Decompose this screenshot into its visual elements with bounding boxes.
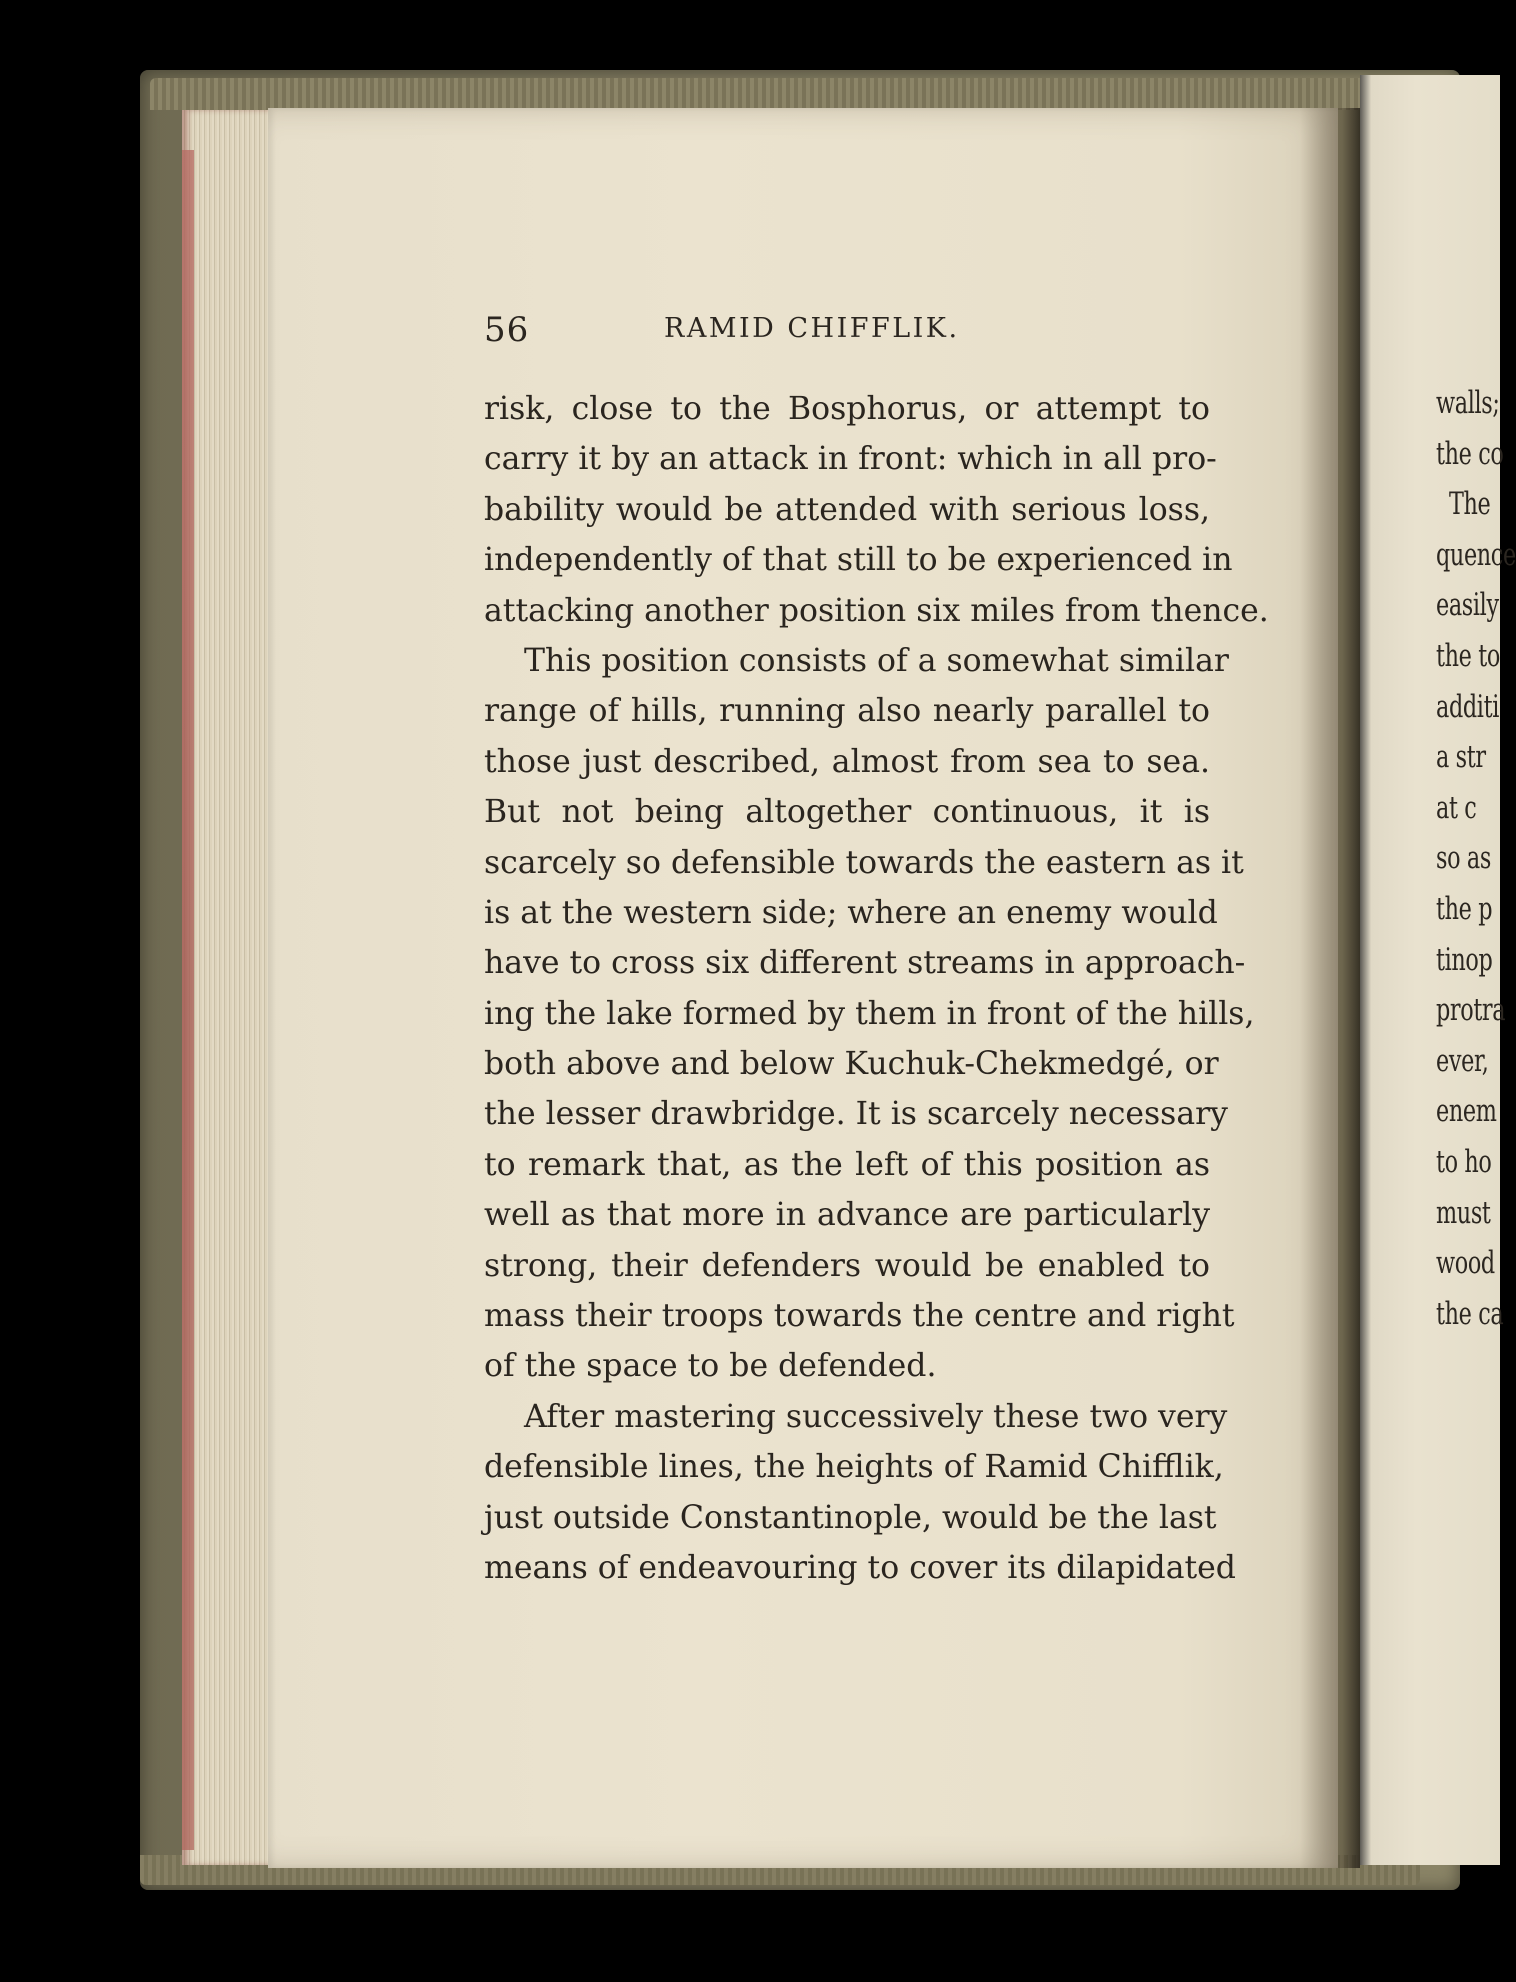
text-line: After mastering successively these two very [524, 1398, 1228, 1435]
gutter-shadow [1300, 108, 1360, 1868]
text-line: just outside Constantinople, would be the last [484, 1499, 1217, 1536]
facing-page-text [1436, 378, 1516, 1339]
facing-line: tinop [1436, 941, 1493, 978]
text-line: mass their troops towards the centre and right [484, 1298, 1235, 1335]
body-text [484, 384, 1269, 1593]
page-block-edge [182, 110, 278, 1865]
facing-line: protra [1436, 992, 1506, 1029]
text-line: defensible lines, the heights of Ramid Chifflik, [484, 1449, 1224, 1486]
facing-line: ever, [1436, 1042, 1489, 1079]
text-line: carry it by an attack in front: which in all pro- [484, 441, 1217, 478]
text-line: ing the lake formed by them in front of the hills, [484, 995, 1255, 1032]
facing-line: the p [1436, 890, 1493, 927]
facing-line: easily [1436, 587, 1499, 624]
facing-line: additi [1436, 688, 1499, 725]
page-edge-red-tint [182, 150, 194, 1850]
facing-line: must [1436, 1194, 1491, 1231]
facing-line: the ca [1436, 1295, 1504, 1332]
text-line: range of hills, running also nearly parallel to [484, 693, 1210, 730]
running-title: RAMID CHIFFLIK. [664, 313, 960, 344]
facing-line: the co [1436, 435, 1504, 472]
text-line: This position consists of a somewhat similar [524, 642, 1229, 679]
facing-line: to ho [1436, 1143, 1492, 1180]
facing-line: a str [1436, 739, 1486, 776]
text-line: scarcely so defensible towards the eastern as it [484, 844, 1244, 881]
facing-line: wood [1436, 1245, 1495, 1282]
facing-line: quence [1436, 536, 1516, 573]
text-line: bability would be attended with serious loss, [484, 491, 1210, 528]
facing-line: so as [1436, 840, 1491, 877]
text-line: attacking another position six miles from thence. [484, 592, 1269, 629]
text-line: independently of that still to be experienced in [484, 542, 1233, 579]
cover-top-edge [150, 78, 1430, 110]
text-line: But not being altogether continuous, it is [484, 794, 1210, 831]
facing-line: at c [1436, 789, 1477, 826]
text-line: strong, their defenders would be enabled to [484, 1247, 1210, 1284]
text-line: to remark that, as the left of this position as [484, 1146, 1210, 1183]
facing-line: walls; [1436, 385, 1500, 421]
facing-line: enem [1436, 1093, 1497, 1130]
text-line: means of endeavouring to cover its dilapidated [484, 1549, 1236, 1586]
text-line: have to cross six different streams in approach- [484, 945, 1246, 982]
facing-line: The [1448, 486, 1491, 523]
text-line: the lesser drawbridge. It is scarcely necessary [484, 1096, 1228, 1133]
running-header [484, 310, 1210, 350]
text-line: is at the western side; where an enemy would [484, 894, 1218, 931]
text-line: those just described, almost from sea to sea. [484, 743, 1210, 780]
text-line: of the space to be defended. [484, 1348, 937, 1385]
text-line: well as that more in advance are particularly [484, 1197, 1210, 1234]
text-line: both above and below Kuchuk-Chekmedgé, or [484, 1046, 1219, 1083]
page-number: 56 [484, 310, 530, 350]
facing-line: the to [1436, 637, 1500, 674]
text-line: risk, close to the Bosphorus, or attempt to [484, 391, 1210, 427]
